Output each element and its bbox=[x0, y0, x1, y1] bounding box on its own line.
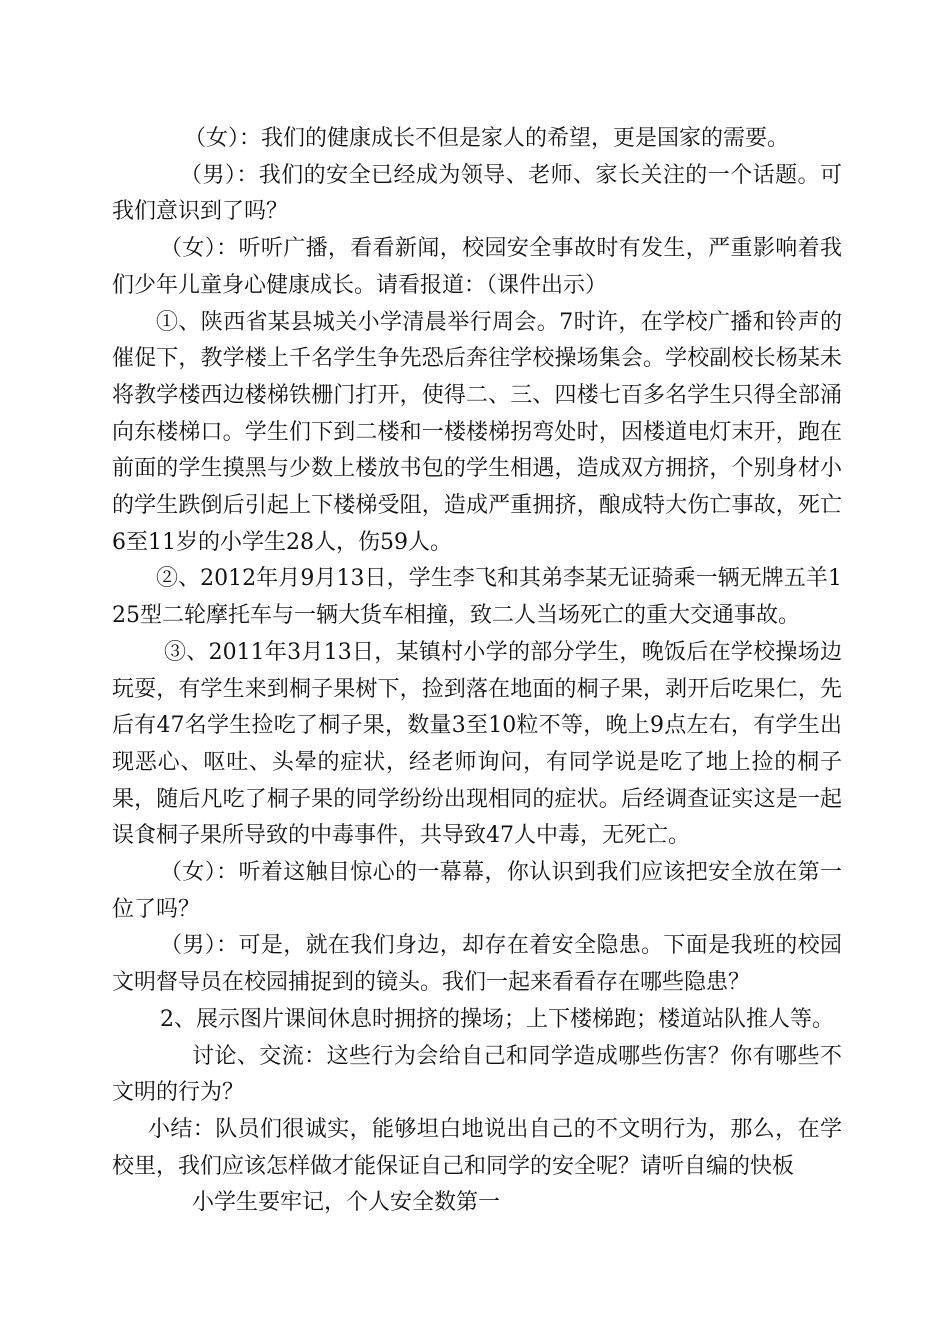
paragraph-show-pictures: 2、展示图片课间休息时拥挤的操场；上下楼梯跑；楼道站队推人等。 bbox=[160, 1006, 834, 1032]
paragraph-report-2: ②、2012年月9月13日，学生李飞和其弟李某无证骑乘一辆无牌五羊125型二轮摩托车与一辆大货车相撞，致二人当场死亡的重大交通事故。 bbox=[112, 566, 842, 629]
paragraph-girl-reflection: （女）：听着这触目惊心的一幕幕，你认识到我们应该把安全放在第一位了吗？ bbox=[112, 860, 842, 922]
paragraph-discussion: 讨论、交流：这些行为会给自己和同学造成哪些伤害？你有哪些不文明的行为？ bbox=[112, 1043, 842, 1106]
paragraph-report-3: ③、2011年3月13日，某镇村小学的部分学生，晚饭后在学校操场边玩耍，有学生来到桐子果树下，捡到落在地面的桐子果，剥开后吃果仁，先后有47名学生捡吃了桐子果，数量3至10粒不等，晚上9点左右，有学生出现恶心、呕吐、头晕的症状，经老师询问，有同学说是吃了地上捡的桐子果，随后凡吃了桐子果的同学纷纷出现相同的症状。后经调查证实这是一起误食桐子果所导致的中毒事件，共导致47人中毒，无死亡。 bbox=[112, 639, 842, 849]
paragraph-report-1: ①、陕西省某县城关小学清晨举行周会。7时许，在学校广播和铃声的催促下，教学楼上千名学生争先恐后奔往学校操场集会。学校副校长杨某未将教学楼西边楼梯铁栅门打开，使得二、三、四楼七百多名学生只得全部涌向东楼梯口。学生们下到二楼和一楼楼梯拐弯处时，因楼道电灯末开，跑在前面的学生摸黑与少数上楼放书包的学生相遇，造成双方拥挤，个别身材小的学生跌倒后引起上下楼梯受阻，造成严重拥挤，酿成特大伤亡事故，死亡6至11岁的小学生28人，伤59人。 bbox=[112, 309, 842, 555]
paragraph-boy-safety-topic: （男）：我们的安全已经成为领导、老师、家长关注的一个话题。可我们意识到了吗？ bbox=[112, 162, 842, 225]
document-body bbox=[112, 121, 842, 1222]
paragraph-clapper-verse: 小学生要牢记，个人安全数第一 bbox=[192, 1190, 501, 1216]
paragraph-summary: 小结：队员们很诚实，能够坦白地说出自己的不文明行为，那么，在学校里，我们应该怎样做才能保证自己和同学的安全呢？请听自编的快板 bbox=[112, 1116, 842, 1179]
paragraph-boy-hazards: （男）：可是，就在我们身边，却存在着安全隐患。下面是我班的校园文明督导员在校园捕捉到的镜头。我们一起来看看存在哪些隐患？ bbox=[112, 933, 842, 996]
paragraph-girl-news: （女）：听听广播，看看新闻，校园安全事故时有发生，严重影响着我们少年儿童身心健康成长。请看报道：（课件出示） bbox=[112, 236, 842, 298]
paragraph-girl-health: （女）：我们的健康成长不但是家人的希望，更是国家的需要。 bbox=[184, 126, 790, 151]
